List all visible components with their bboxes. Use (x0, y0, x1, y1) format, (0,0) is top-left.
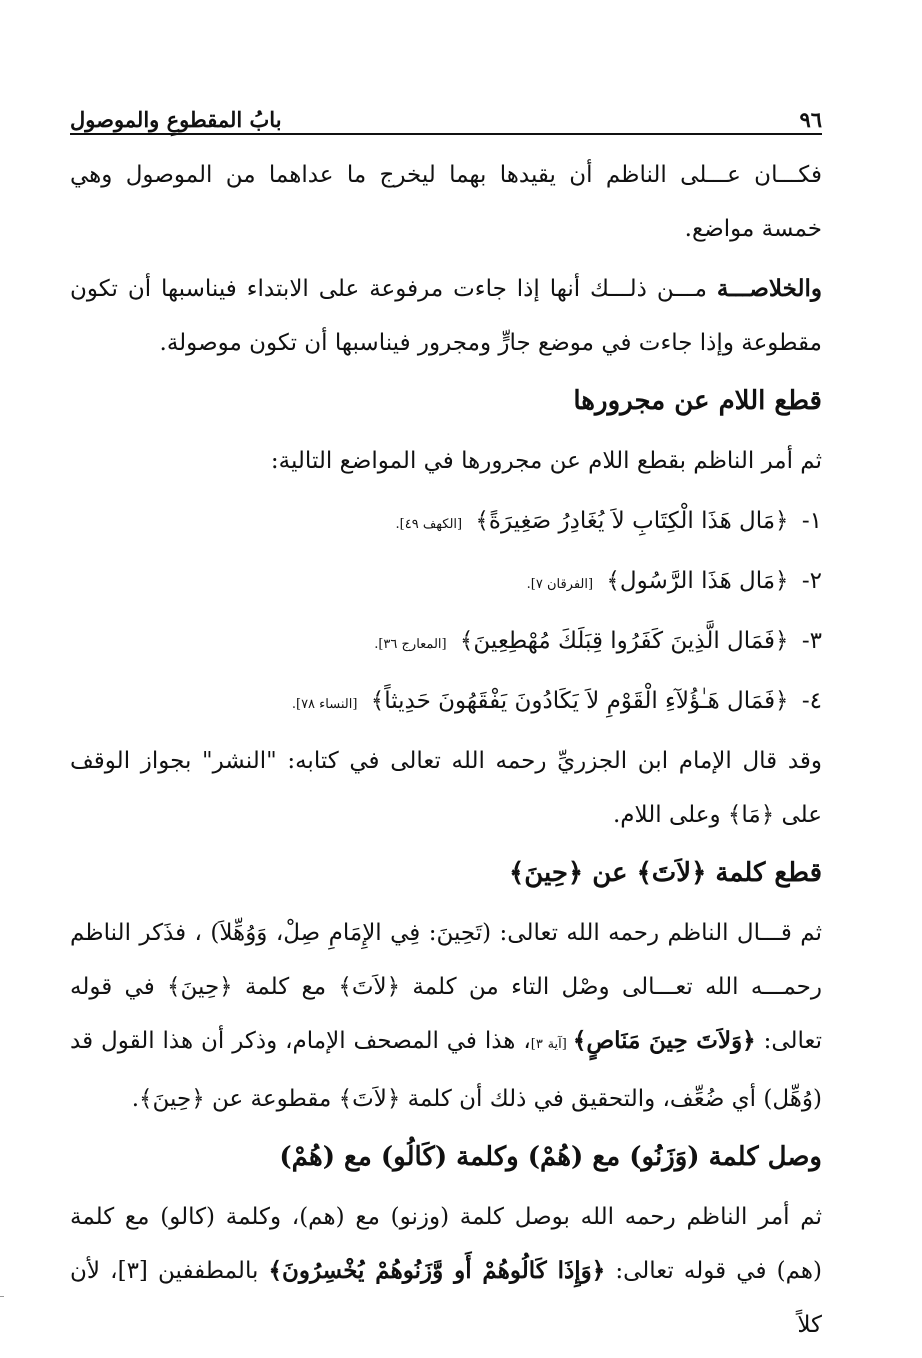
summary-text: مـــن ذلـــك أنها إذا جاءت مرفوعة على الابتداء فيناسبها أن تكون مقطوعة وإذا جاءت في موضع جارٍّ ومجرور فيناسبها أن تكون موصولة. (70, 276, 822, 356)
running-header (70, 98, 822, 132)
section-heading-lata: قطع كلمة ﴿لاَتَ﴾ عن ﴿حِينَ﴾ (508, 858, 822, 888)
page-number: ٩٦ (799, 107, 822, 132)
paragraph-intro: فكـــان عـــلى الناظم أن يقيدها بهما ليخرج ما عداهما من الموصول وهي خمسة مواضع. (70, 162, 822, 242)
list-item (70, 554, 822, 612)
list-number: ٢- (801, 568, 822, 594)
quran-verse: ﴿فَمَال الَّذِينَ كَفَرُوا قِبَلَكَ مُهْطِعِينَ﴾ (459, 628, 789, 654)
section-heading-lam: قطع اللام عن مجرورها (573, 386, 822, 416)
verse-reference: [المعارج ٣٦]. (374, 637, 447, 652)
header-rule (70, 133, 822, 135)
paragraph-lata (70, 906, 822, 1126)
paragraph-wazanu (70, 1190, 822, 1352)
chapter-title: بابُ المقطوعِ والموصول (70, 107, 282, 132)
list-number: ١- (801, 508, 822, 534)
lata-text-1: ثم قـــال الناظم رحمه الله تعالى: (تَحِينَ: فِي الإِمَامِ صِلْ، وَوُهِّلاَ) ، فذَكر الناظم رحمـــه الله تعـــالى وصْل التاء من كلمة ﴿لاَتَ﴾ مع كلمة ﴿حِينَ﴾ في قوله تعالى: (70, 920, 823, 1054)
verse-reference: [الكهف ٤٩]. (395, 517, 463, 532)
section-heading-wazanu: وصل كلمة (وَزَنُو) مع (هُمْ) وكلمة (كَالُو) مع (هُمْ) (279, 1142, 822, 1172)
quran-verse: ﴿مَال هَذَا الْكِتَابِ لاَ يُغَادِرُ صَغِيرَةً﴾ (475, 508, 789, 534)
verse-reference: [النساء ٧٨]. (291, 697, 358, 712)
list-item (70, 614, 822, 672)
verse-reference: [الفرقان ٧]. (526, 577, 594, 592)
list-item (70, 494, 822, 552)
paragraph-summary (70, 262, 822, 370)
quran-verse: ﴿وَإِذَا كَالُوهُمْ أَو وَّزَنُوهُمْ يُخْسِرُونَ﴾ (268, 1257, 606, 1284)
page-body (70, 148, 822, 1358)
quran-verse: ﴿فَمَال هَـٰؤُلآءِ الْقَوْمِ لاَ يَكَادُونَ يَفْقَهُونَ حَدِيثاً﴾ (370, 688, 789, 714)
list-number: ٤- (801, 688, 822, 714)
lata-text-2: ، هذا في المصحف الإمام، وذكر أن هذا القول قد (وُهِّل) أي ضُعِّف، والتحقيق في ذلك أن كلمة ﴿لاَتَ﴾ مقطوعة عن ﴿حِينَ﴾. (70, 1028, 822, 1112)
list-number: ٣- (801, 628, 822, 654)
list-item (70, 674, 822, 732)
quran-verse: ﴿وَلاَتَ حِينَ مَنَاصٍ﴾ (572, 1027, 756, 1054)
paragraph-lam-intro: ثم أمر الناظم بقطع اللام عن مجرورها في المواضع التالية: (270, 448, 822, 474)
verse-reference: [آية ٣] (530, 1037, 567, 1052)
quran-verse: ﴿مَال هَذَا الرَّسُول﴾ (606, 568, 789, 594)
scan-mark (0, 1296, 4, 1297)
summary-lead: والخلاصـــة (716, 275, 822, 302)
paragraph-jazari: وقد قال الإمام ابن الجزريِّ رحمه الله تعالى في كتابه: "النشر" بجواز الوقف على ﴿مَا﴾ وعلى اللام. (70, 748, 822, 828)
wazanu-text-1: ثم أمر الناظم رحمه الله بوصل كلمة (وزنو) مع (هم)، وكلمة (كالو) مع كلمة (هم) في قوله تعالى: (70, 1204, 822, 1284)
wazanu-text-2: بالمطففين [٣]، لأن كلاً (70, 1258, 822, 1338)
